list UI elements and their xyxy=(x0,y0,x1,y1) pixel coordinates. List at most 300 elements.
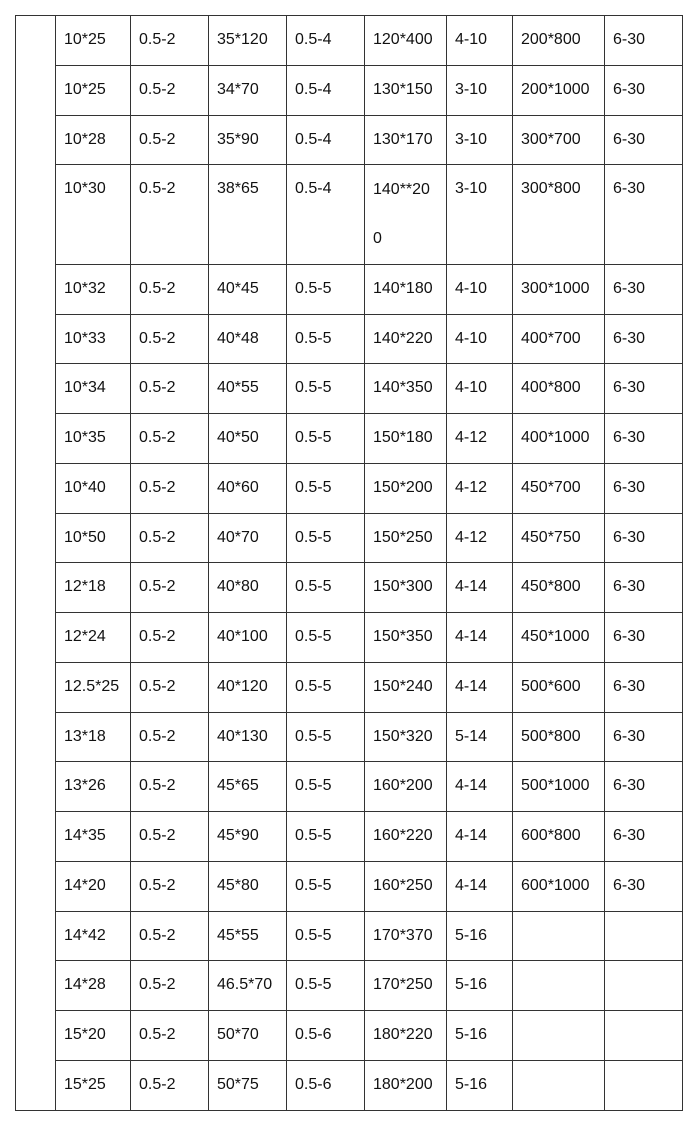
cell-text: 6-30 xyxy=(613,31,646,48)
cell-text: 0.5-5 xyxy=(295,727,332,745)
cell-size-a xyxy=(56,314,131,364)
cell-range-d xyxy=(605,463,683,513)
cell-size-d xyxy=(513,712,605,762)
cell-text: 4-12 xyxy=(455,429,488,446)
cell-size-c xyxy=(365,1060,447,1110)
cell-text: 4-14 xyxy=(455,827,488,844)
cell-size-d xyxy=(513,662,605,712)
cell-text: 40*48 xyxy=(217,329,259,347)
cell-text: 140**20 0 xyxy=(373,181,430,248)
cell-text: 140*180 xyxy=(373,279,433,297)
cell-range-b xyxy=(287,264,365,314)
cell-range-c xyxy=(447,463,513,513)
cell-range-d xyxy=(605,613,683,663)
cell-size-c xyxy=(365,712,447,762)
cell-range-b xyxy=(287,1011,365,1061)
cell-size-d xyxy=(513,911,605,961)
cell-text: 40*50 xyxy=(217,429,259,446)
cell-size-a xyxy=(56,165,131,265)
cell-size-c xyxy=(365,961,447,1011)
cell-size-b xyxy=(209,712,287,762)
cell-size-c xyxy=(365,414,447,464)
cell-text: 0.5-2 xyxy=(139,777,176,795)
cell-size-d xyxy=(513,1011,605,1061)
cell-size-b xyxy=(209,563,287,613)
cell-size-d xyxy=(513,1060,605,1110)
cell-text: 12*24 xyxy=(64,628,106,645)
cell-text: 130*170 xyxy=(373,130,433,148)
cell-range-b xyxy=(287,314,365,364)
cell-text: 6-30 xyxy=(613,180,646,198)
cell-size-a xyxy=(56,812,131,862)
cell-size-b xyxy=(209,165,287,265)
cell-range-a xyxy=(131,65,209,115)
cell-size-d xyxy=(513,314,605,364)
cell-size-c xyxy=(365,911,447,961)
cell-range-c xyxy=(447,513,513,563)
cell-size-d xyxy=(513,861,605,911)
cell-text: 0.5-5 xyxy=(295,628,332,645)
cell-size-c xyxy=(365,463,447,513)
cell-text: 500*800 xyxy=(521,727,581,745)
cell-text: 45*90 xyxy=(217,827,259,844)
cell-text: 40*120 xyxy=(217,677,268,695)
cell-text: 200*800 xyxy=(521,31,581,48)
cell-text: 4-10 xyxy=(455,279,488,297)
table-row xyxy=(16,762,683,812)
cell-text: 6-30 xyxy=(613,777,646,795)
cell-text: 10*50 xyxy=(64,528,106,546)
cell-size-a xyxy=(56,65,131,115)
cell-range-b xyxy=(287,861,365,911)
cell-size-b xyxy=(209,662,287,712)
cell-text: 150*180 xyxy=(373,429,433,446)
cell-text: 0.5-5 xyxy=(295,279,332,297)
cell-text: 4-12 xyxy=(455,528,488,546)
cell-text: 0.5-4 xyxy=(295,31,332,48)
cell-text: 150*250 xyxy=(373,528,433,546)
cell-text: 4-10 xyxy=(455,329,488,347)
cell-text: 3-10 xyxy=(455,80,488,98)
cell-size-b xyxy=(209,861,287,911)
cell-text: 0.5-2 xyxy=(139,379,176,397)
cell-text: 300*700 xyxy=(521,130,581,148)
cell-range-d xyxy=(605,762,683,812)
table-row xyxy=(16,712,683,762)
cell-text: 0.5-2 xyxy=(139,130,176,148)
cell-size-b xyxy=(209,1011,287,1061)
cell-size-d xyxy=(513,812,605,862)
cell-range-c xyxy=(447,812,513,862)
cell-size-d xyxy=(513,463,605,513)
cell-text: 15*25 xyxy=(64,1075,106,1093)
cell-text: 160*200 xyxy=(373,777,433,795)
cell-size-b xyxy=(209,513,287,563)
cell-range-c xyxy=(447,165,513,265)
cell-size-c xyxy=(365,563,447,613)
cell-range-b xyxy=(287,662,365,712)
cell-text: 600*800 xyxy=(521,827,581,844)
cell-text: 120*400 xyxy=(373,31,433,48)
cell-size-a xyxy=(56,513,131,563)
cell-range-c xyxy=(447,961,513,1011)
cell-text: 10*40 xyxy=(64,478,106,496)
cell-text: 150*300 xyxy=(373,578,433,596)
cell-text: 400*700 xyxy=(521,329,581,347)
cell-size-b xyxy=(209,812,287,862)
cell-text: 170*250 xyxy=(373,976,433,994)
cell-range-b xyxy=(287,712,365,762)
cell-text: 45*55 xyxy=(217,926,259,944)
cell-size-c xyxy=(365,314,447,364)
cell-text: 4-12 xyxy=(455,478,488,496)
table-row xyxy=(16,463,683,513)
cell-range-d xyxy=(605,861,683,911)
cell-size-c xyxy=(365,16,447,66)
cell-range-d xyxy=(605,314,683,364)
cell-size-b xyxy=(209,264,287,314)
cell-size-d xyxy=(513,165,605,265)
cell-text: 0.5-5 xyxy=(295,379,332,397)
cell-text: 45*80 xyxy=(217,876,259,894)
cell-range-c xyxy=(447,16,513,66)
cell-text: 450*1000 xyxy=(521,628,590,645)
cell-text: 10*30 xyxy=(64,180,106,198)
cell-size-b xyxy=(209,613,287,663)
cell-range-c xyxy=(447,264,513,314)
cell-range-a xyxy=(131,1011,209,1061)
cell-text: 140*350 xyxy=(373,379,433,397)
cell-size-a xyxy=(56,961,131,1011)
cell-text: 140*220 xyxy=(373,329,433,347)
cell-text: 15*20 xyxy=(64,1026,106,1043)
cell-size-a xyxy=(56,911,131,961)
cell-range-d xyxy=(605,16,683,66)
cell-text: 4-10 xyxy=(455,31,488,48)
cell-text: 6-30 xyxy=(613,677,646,695)
table-row xyxy=(16,165,683,265)
cell-range-b xyxy=(287,115,365,165)
cell-range-a xyxy=(131,414,209,464)
cell-size-a xyxy=(56,16,131,66)
cell-text: 6-30 xyxy=(613,478,646,496)
cell-range-c xyxy=(447,762,513,812)
cell-range-c xyxy=(447,861,513,911)
cell-text: 10*28 xyxy=(64,130,106,148)
cell-text: 6-30 xyxy=(613,379,646,397)
cell-size-b xyxy=(209,463,287,513)
cell-range-d xyxy=(605,513,683,563)
table-row xyxy=(16,662,683,712)
leading-merged-cell xyxy=(16,16,56,1111)
cell-text: 180*220 xyxy=(373,1026,433,1043)
cell-text: 500*1000 xyxy=(521,777,590,795)
cell-range-b xyxy=(287,513,365,563)
cell-size-c xyxy=(365,861,447,911)
cell-range-d xyxy=(605,364,683,414)
cell-text: 40*45 xyxy=(217,279,259,297)
cell-size-b xyxy=(209,961,287,1011)
cell-size-b xyxy=(209,1060,287,1110)
cell-text: 300*800 xyxy=(521,180,581,198)
cell-text: 6-30 xyxy=(613,80,646,98)
cell-text: 13*26 xyxy=(64,777,106,795)
cell-text: 0.5-2 xyxy=(139,429,176,446)
cell-text xyxy=(521,912,604,926)
cell-text: 5-14 xyxy=(455,727,488,745)
cell-size-a xyxy=(56,264,131,314)
cell-size-a xyxy=(56,414,131,464)
cell-size-a xyxy=(56,712,131,762)
cell-text: 0.5-2 xyxy=(139,827,176,844)
cell-range-c xyxy=(447,65,513,115)
cell-range-b xyxy=(287,812,365,862)
cell-text: 10*32 xyxy=(64,279,106,297)
cell-text: 130*150 xyxy=(373,80,433,98)
table-row xyxy=(16,513,683,563)
cell-range-a xyxy=(131,165,209,265)
cell-text: 150*240 xyxy=(373,677,433,695)
cell-text: 160*250 xyxy=(373,876,433,894)
cell-size-c xyxy=(365,613,447,663)
cell-size-c xyxy=(365,762,447,812)
cell-text: 0.5-2 xyxy=(139,180,176,198)
cell-text: 14*20 xyxy=(64,876,106,894)
cell-size-a xyxy=(56,861,131,911)
cell-text: 0.5-2 xyxy=(139,578,176,596)
cell-text: 10*25 xyxy=(64,31,106,48)
cell-range-c xyxy=(447,1060,513,1110)
cell-text: 46.5*70 xyxy=(217,976,273,994)
cell-range-c xyxy=(447,115,513,165)
cell-text: 6-30 xyxy=(613,429,646,446)
cell-text: 6-30 xyxy=(613,628,646,645)
cell-size-c xyxy=(365,513,447,563)
cell-range-d xyxy=(605,563,683,613)
cell-text: 14*42 xyxy=(64,926,106,944)
cell-range-a xyxy=(131,961,209,1011)
cell-text: 160*220 xyxy=(373,827,433,844)
cell-range-b xyxy=(287,65,365,115)
cell-size-b xyxy=(209,414,287,464)
cell-size-a xyxy=(56,364,131,414)
cell-text xyxy=(521,1011,604,1025)
cell-range-d xyxy=(605,662,683,712)
cell-range-b xyxy=(287,563,365,613)
cell-text: 45*65 xyxy=(217,777,259,795)
cell-range-a xyxy=(131,911,209,961)
cell-range-c xyxy=(447,314,513,364)
cell-range-b xyxy=(287,16,365,66)
cell-text: 200*1000 xyxy=(521,80,590,98)
cell-size-d xyxy=(513,513,605,563)
cell-text: 0.5-2 xyxy=(139,1026,176,1043)
cell-text: 0.5-2 xyxy=(139,926,176,944)
cell-text: 0.5-5 xyxy=(295,976,332,994)
cell-text: 0.5-5 xyxy=(295,478,332,496)
cell-text: 0.5-5 xyxy=(295,578,332,596)
cell-range-a xyxy=(131,115,209,165)
cell-size-c xyxy=(365,1011,447,1061)
cell-text: 0.5-5 xyxy=(295,926,332,944)
cell-size-d xyxy=(513,364,605,414)
cell-range-b xyxy=(287,1060,365,1110)
cell-size-a xyxy=(56,1011,131,1061)
table-row xyxy=(16,1011,683,1061)
cell-text: 50*70 xyxy=(217,1026,259,1043)
cell-text: 40*100 xyxy=(217,628,268,645)
cell-range-a xyxy=(131,563,209,613)
cell-text: 34*70 xyxy=(217,80,259,98)
table-row xyxy=(16,613,683,663)
cell-text: 0.5-2 xyxy=(139,478,176,496)
cell-text: 3-10 xyxy=(455,180,488,198)
cell-text: 500*600 xyxy=(521,677,581,695)
cell-text xyxy=(521,961,604,975)
cell-text: 50*75 xyxy=(217,1075,259,1093)
cell-text xyxy=(521,1061,604,1075)
cell-text: 12*18 xyxy=(64,578,106,596)
table-row xyxy=(16,414,683,464)
cell-range-a xyxy=(131,264,209,314)
cell-size-d xyxy=(513,16,605,66)
cell-text: 0.5-6 xyxy=(295,1075,332,1093)
cell-size-b xyxy=(209,911,287,961)
cell-text: 4-14 xyxy=(455,628,488,645)
cell-range-a xyxy=(131,762,209,812)
cell-size-a xyxy=(56,662,131,712)
cell-text: 38*65 xyxy=(217,180,259,198)
cell-size-a xyxy=(56,1060,131,1110)
cell-range-a xyxy=(131,1060,209,1110)
cell-text xyxy=(613,1011,682,1025)
cell-size-d xyxy=(513,264,605,314)
cell-text: 600*1000 xyxy=(521,876,590,894)
table-row xyxy=(16,16,683,66)
cell-size-c xyxy=(365,364,447,414)
cell-text: 14*35 xyxy=(64,827,106,844)
cell-size-b xyxy=(209,115,287,165)
cell-range-c xyxy=(447,712,513,762)
cell-text: 6-30 xyxy=(613,279,646,297)
table-row xyxy=(16,563,683,613)
cell-size-c xyxy=(365,662,447,712)
cell-range-b xyxy=(287,364,365,414)
cell-range-a xyxy=(131,712,209,762)
cell-range-c xyxy=(447,563,513,613)
cell-size-b xyxy=(209,65,287,115)
cell-text: 40*70 xyxy=(217,528,259,546)
cell-range-a xyxy=(131,613,209,663)
cell-size-c xyxy=(365,812,447,862)
cell-text: 150*320 xyxy=(373,727,433,745)
table-row xyxy=(16,1060,683,1110)
table-row xyxy=(16,911,683,961)
cell-text: 12.5*25 xyxy=(64,677,120,695)
cell-text: 0.5-5 xyxy=(295,677,332,695)
cell-text: 35*120 xyxy=(217,31,268,48)
cell-range-a xyxy=(131,861,209,911)
table-row xyxy=(16,961,683,1011)
cell-text: 0.5-2 xyxy=(139,329,176,347)
cell-size-a xyxy=(56,563,131,613)
cell-text: 0.5-2 xyxy=(139,528,176,546)
cell-range-d xyxy=(605,1060,683,1110)
cell-text: 0.5-2 xyxy=(139,976,176,994)
table-row xyxy=(16,314,683,364)
cell-text: 40*80 xyxy=(217,578,259,596)
cell-range-a xyxy=(131,513,209,563)
cell-text: 0.5-5 xyxy=(295,827,332,844)
cell-text: 6-30 xyxy=(613,876,646,894)
cell-size-a xyxy=(56,115,131,165)
cell-range-d xyxy=(605,115,683,165)
table-row xyxy=(16,861,683,911)
cell-size-d xyxy=(513,65,605,115)
cell-text: 6-30 xyxy=(613,130,646,148)
cell-range-d xyxy=(605,961,683,1011)
cell-size-d xyxy=(513,563,605,613)
cell-size-a xyxy=(56,613,131,663)
cell-range-a xyxy=(131,364,209,414)
cell-text: 5-16 xyxy=(455,1026,488,1043)
cell-text: 4-14 xyxy=(455,578,488,596)
cell-text: 0.5-2 xyxy=(139,1075,176,1093)
cell-size-c xyxy=(365,115,447,165)
cell-text: 400*800 xyxy=(521,379,581,397)
cell-text: 0.5-2 xyxy=(139,677,176,695)
cell-text: 0.5-5 xyxy=(295,528,332,546)
cell-range-d xyxy=(605,1011,683,1061)
cell-range-b xyxy=(287,961,365,1011)
cell-range-c xyxy=(447,414,513,464)
cell-text: 0.5-5 xyxy=(295,329,332,347)
cell-size-b xyxy=(209,16,287,66)
cell-text: 0.5-2 xyxy=(139,279,176,297)
cell-size-d xyxy=(513,762,605,812)
cell-size-d xyxy=(513,613,605,663)
cell-size-c xyxy=(365,264,447,314)
cell-range-d xyxy=(605,712,683,762)
cell-size-d xyxy=(513,115,605,165)
cell-range-a xyxy=(131,16,209,66)
cell-range-a xyxy=(131,314,209,364)
cell-size-a xyxy=(56,463,131,513)
cell-text: 450*750 xyxy=(521,528,581,546)
cell-text: 0.5-2 xyxy=(139,876,176,894)
cell-text: 0.5-4 xyxy=(295,80,332,98)
cell-range-c xyxy=(447,364,513,414)
cell-text: 0.5-2 xyxy=(139,31,176,48)
table-row xyxy=(16,364,683,414)
cell-range-b xyxy=(287,414,365,464)
cell-range-c xyxy=(447,911,513,961)
cell-text: 4-10 xyxy=(455,379,488,397)
cell-range-a xyxy=(131,662,209,712)
cell-text: 170*370 xyxy=(373,926,433,944)
cell-text: 4-14 xyxy=(455,777,488,795)
cell-range-b xyxy=(287,613,365,663)
cell-range-c xyxy=(447,1011,513,1061)
cell-range-d xyxy=(605,812,683,862)
cell-size-d xyxy=(513,414,605,464)
cell-range-a xyxy=(131,812,209,862)
cell-range-c xyxy=(447,613,513,663)
spec-table-body xyxy=(16,16,683,1111)
cell-text xyxy=(613,961,682,975)
cell-range-b xyxy=(287,762,365,812)
cell-range-d xyxy=(605,264,683,314)
